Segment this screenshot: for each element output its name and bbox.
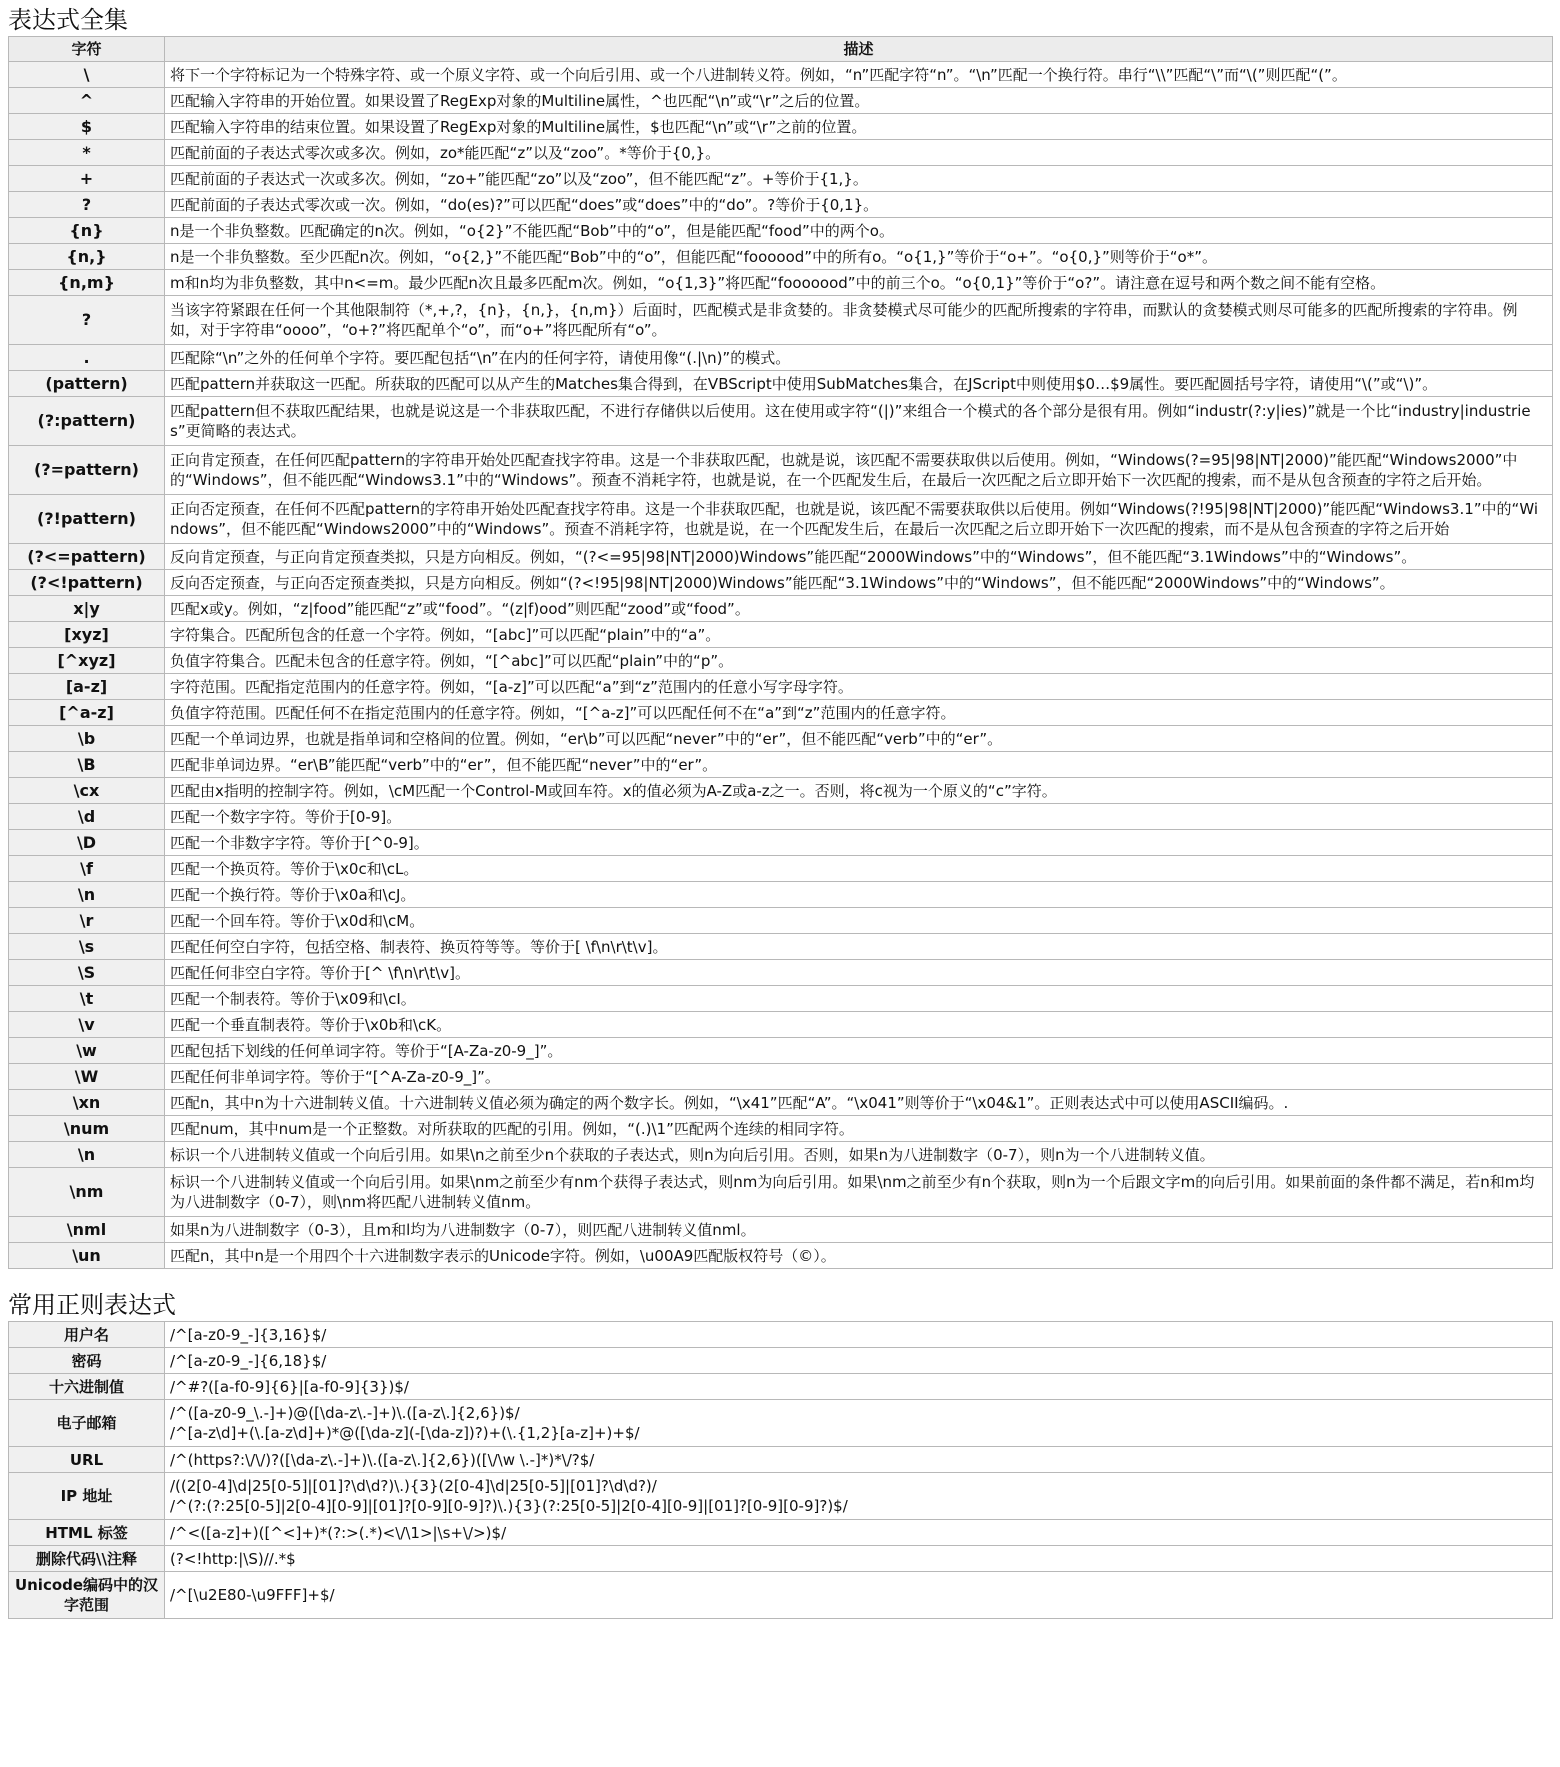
table-row [9, 1038, 1553, 1064]
row-symbol: ? [9, 296, 165, 345]
row-description: 将下一个字符标记为一个特殊字符、或一个原义字符、或一个向后引用、或一个八进制转义符。例如，“n”匹配字符“n”。“\n”匹配一个换行符。串行“\\”匹配“\”而“\(”则匹配“(”。 [165, 62, 1553, 88]
row-symbol: \f [9, 856, 165, 882]
table-row [9, 114, 1553, 140]
row-description: 负值字符集合。匹配未包含的任意字符。例如，“[^abc]”可以匹配“plain”中的“p”。 [165, 648, 1553, 674]
table-row [9, 778, 1553, 804]
table-row [9, 88, 1553, 114]
row-description: 负值字符范围。匹配任何不在指定范围内的任意字符。例如，“[^a-z]”可以匹配任何不在“a”到“z”范围内的任意字符。 [165, 700, 1553, 726]
table-row [9, 700, 1553, 726]
row-description: m和n均为非负整数，其中n<=m。最少匹配n次且最多匹配m次。例如，“o{1,3}”将匹配“fooooood”中的前三个o。“o{0,1}”等价于“o?”。请注意在逗号和两个数之间不能有空格。 [165, 270, 1553, 296]
common-regex-table-body [9, 1322, 1553, 1619]
table-row [9, 1243, 1553, 1269]
row-symbol: [a-z] [9, 674, 165, 700]
row-description: 如果n为八进制数字（0-3），且m和l均为八进制数字（0-7），则匹配八进制转义值nml。 [165, 1217, 1553, 1243]
row-symbol: \D [9, 830, 165, 856]
table-row [9, 140, 1553, 166]
regex-name: Unicode编码中的汉字范围 [9, 1572, 165, 1619]
row-description: 匹配一个单词边界，也就是指单词和空格间的位置。例如，“er\b”可以匹配“never”中的“er”，但不能匹配“verb”中的“er”。 [165, 726, 1553, 752]
table-row [9, 1546, 1553, 1572]
row-description: 匹配一个回车符。等价于\x0d和\cM。 [165, 908, 1553, 934]
row-symbol: \cx [9, 778, 165, 804]
row-symbol: \S [9, 960, 165, 986]
table-row [9, 1572, 1553, 1619]
regex-pattern: /^<([a-z]+)([^<]+)*(?:>(.*)<\/\1>|\s+\/>)$/ [165, 1520, 1553, 1546]
regex-pattern: /^(https?:\/\/)?([\da-z\.-]+)\.([a-z\.]{2,6})([\/\w \.-]*)*\/?$/ [165, 1447, 1553, 1473]
row-symbol: \ [9, 62, 165, 88]
row-symbol: {n,} [9, 244, 165, 270]
row-symbol: [^a-z] [9, 700, 165, 726]
regex-name: 十六进制值 [9, 1374, 165, 1400]
row-symbol: ? [9, 192, 165, 218]
table-row [9, 934, 1553, 960]
table-row [9, 908, 1553, 934]
row-description: 当该字符紧跟在任何一个其他限制符（*,+,?，{n}，{n,}，{n,m}）后面时，匹配模式是非贪婪的。非贪婪模式尽可能少的匹配所搜索的字符串，而默认的贪婪模式则尽可能多的匹配所搜索的字符串。例如，对于字符串“oooo”，“o+?”将匹配单个“o”，而“o+”将匹配所有“o”。 [165, 296, 1553, 345]
row-description: 匹配任何非单词字符。等价于“[^A-Za-z0-9_]”。 [165, 1064, 1553, 1090]
expression-table-header [9, 37, 1553, 62]
row-symbol: \B [9, 752, 165, 778]
row-symbol: {n} [9, 218, 165, 244]
regex-pattern: /^[a-z0-9_-]{6,18}$/ [165, 1348, 1553, 1374]
table-row [9, 166, 1553, 192]
row-symbol: \r [9, 908, 165, 934]
row-description: 匹配n，其中n是一个用四个十六进制数字表示的Unicode字符。例如，\u00A9匹配版权符号（©）。 [165, 1243, 1553, 1269]
row-description: 匹配前面的子表达式一次或多次。例如，“zo+”能匹配“zo”以及“zoo”，但不能匹配“z”。+等价于{1,}。 [165, 166, 1553, 192]
row-description: 标识一个八进制转义值或一个向后引用。如果\n之前至少n个获取的子表达式，则n为向后引用。否则，如果n为八进制数字（0-7），则n为一个八进制转义值。 [165, 1142, 1553, 1168]
table-row [9, 544, 1553, 570]
row-symbol: \xn [9, 1090, 165, 1116]
row-description: 字符集合。匹配所包含的任意一个字符。例如，“[abc]”可以匹配“plain”中的“a”。 [165, 622, 1553, 648]
row-description: 字符范围。匹配指定范围内的任意字符。例如，“[a-z]”可以匹配“a”到“z”范围内的任意小写字母字符。 [165, 674, 1553, 700]
table-row [9, 1348, 1553, 1374]
table-row [9, 270, 1553, 296]
table-row [9, 1168, 1553, 1217]
table-row [9, 1520, 1553, 1546]
row-description: 正向肯定预查，在任何匹配pattern的字符串开始处匹配查找字符串。这是一个非获取匹配，也就是说，该匹配不需要获取供以后使用。例如，“Windows(?=95|98|NT|2000)”能匹配“Windows2000”中的“Windows”，但不能匹配“Windows3.1”中的“Windows”。预查不消耗字符，也就是说，在一个匹配发生后，在最后一次匹配之后立即开始下一次匹配的搜索，而不是从包含预查的字符之后开始。 [165, 446, 1553, 495]
row-symbol: (pattern) [9, 371, 165, 397]
row-symbol: x|y [9, 596, 165, 622]
row-symbol: \t [9, 986, 165, 1012]
row-description: 反向肯定预查，与正向肯定预查类拟，只是方向相反。例如，“(?<=95|98|NT|2000)Windows”能匹配“2000Windows”中的“Windows”，但不能匹配“3.1Windows”中的“Windows”。 [165, 544, 1553, 570]
expression-table [8, 36, 1553, 1269]
row-description: 匹配由x指明的控制字符。例如，\cM匹配一个Control-M或回车符。x的值必须为A-Z或a-z之一。否则，将c视为一个原义的“c”字符。 [165, 778, 1553, 804]
row-symbol: \w [9, 1038, 165, 1064]
regex-pattern: /^([a-z0-9_\.-]+)@([\da-z\.-]+)\.([a-z\.]{2,6})$/ /^[a-z\d]+(\.[a-z\d]+)*@([\da-z](-[\da-z])?)+(\.{1,2}[a-z]+)+$/ [165, 1400, 1553, 1447]
row-description: 匹配num，其中num是一个正整数。对所获取的匹配的引用。例如，“(.)\1”匹配两个连续的相同字符。 [165, 1116, 1553, 1142]
row-symbol: (?:pattern) [9, 397, 165, 446]
row-description: 匹配除“\n”之外的任何单个字符。要匹配包括“\n”在内的任何字符，请使用像“(.|\n)”的模式。 [165, 345, 1553, 371]
row-symbol: {n,m} [9, 270, 165, 296]
table-row [9, 882, 1553, 908]
regex-name: 用户名 [9, 1322, 165, 1348]
regex-name: 电子邮箱 [9, 1400, 165, 1447]
table-row [9, 495, 1553, 544]
table-row [9, 218, 1553, 244]
row-symbol: \s [9, 934, 165, 960]
row-description: 匹配一个换页符。等价于\x0c和\cL。 [165, 856, 1553, 882]
table-row [9, 830, 1553, 856]
regex-pattern: /^#?([a-f0-9]{6}|[a-f0-9]{3})$/ [165, 1374, 1553, 1400]
row-symbol: * [9, 140, 165, 166]
table-row [9, 622, 1553, 648]
table-row [9, 674, 1553, 700]
common-regex-table [8, 1321, 1553, 1619]
regex-name: HTML 标签 [9, 1520, 165, 1546]
row-description: 匹配一个垂直制表符。等价于\x0b和\cK。 [165, 1012, 1553, 1038]
regex-pattern: (?<!http:|\S)//.*$ [165, 1546, 1553, 1572]
table-row [9, 1447, 1553, 1473]
row-description: 匹配包括下划线的任何单词字符。等价于“[A-Za-z0-9_]”。 [165, 1038, 1553, 1064]
table-row [9, 804, 1553, 830]
table-row [9, 752, 1553, 778]
table-row [9, 1374, 1553, 1400]
row-symbol: \b [9, 726, 165, 752]
table-row [9, 62, 1553, 88]
row-description: n是一个非负整数。匹配确定的n次。例如，“o{2}”不能匹配“Bob”中的“o”，但是能匹配“food”中的两个o。 [165, 218, 1553, 244]
table-row [9, 596, 1553, 622]
row-description: 匹配非单词边界。“er\B”能匹配“verb”中的“er”，但不能匹配“never”中的“er”。 [165, 752, 1553, 778]
table-row [9, 1116, 1553, 1142]
row-symbol: \nml [9, 1217, 165, 1243]
row-symbol: \d [9, 804, 165, 830]
row-description: 匹配输入字符串的开始位置。如果设置了RegExp对象的Multiline属性，^也匹配“\n”或“\r”之后的位置。 [165, 88, 1553, 114]
table-row [9, 1142, 1553, 1168]
row-description: n是一个非负整数。至少匹配n次。例如，“o{2,}”不能匹配“Bob”中的“o”，但能匹配“foooood”中的所有o。“o{1,}”等价于“o+”。“o{0,}”则等价于“o*”。 [165, 244, 1553, 270]
row-symbol: [^xyz] [9, 648, 165, 674]
row-description: 匹配一个换行符。等价于\x0a和\cJ。 [165, 882, 1553, 908]
section1-title: 表达式全集 [8, 6, 128, 34]
table-row [9, 345, 1553, 371]
row-description: 匹配n，其中n为十六进制转义值。十六进制转义值必须为确定的两个数字长。例如，“\x41”匹配“A”。“\x041”则等价于“\x04&1”。正则表达式中可以使用ASCII编码。. [165, 1090, 1553, 1116]
row-symbol: (?=pattern) [9, 446, 165, 495]
table-row [9, 397, 1553, 446]
table-row [9, 244, 1553, 270]
row-symbol: \n [9, 882, 165, 908]
row-description: 匹配pattern但不获取匹配结果，也就是说这是一个非获取匹配，不进行存储供以后使用。这在使用或字符“(|)”来组合一个模式的各个部分是很有用。例如“industr(?:y|ies)”就是一个比“industry|industries”更简略的表达式。 [165, 397, 1553, 446]
regex-name: IP 地址 [9, 1473, 165, 1520]
regex-name: 删除代码\\注释 [9, 1546, 165, 1572]
table-row [9, 1090, 1553, 1116]
row-symbol: ^ [9, 88, 165, 114]
header-description: 描述 [165, 37, 1553, 62]
row-description: 匹配前面的子表达式零次或一次。例如，“do(es)?”可以匹配“does”或“does”中的“do”。?等价于{0,1}。 [165, 192, 1553, 218]
table-row [9, 296, 1553, 345]
table-row [9, 446, 1553, 495]
section2-title: 常用正则表达式 [8, 1291, 176, 1319]
row-description: 反向否定预查，与正向否定预查类拟，只是方向相反。例如“(?<!95|98|NT|2000)Windows”能匹配“3.1Windows”中的“Windows”，但不能匹配“2000Windows”中的“Windows”。 [165, 570, 1553, 596]
table-row [9, 1064, 1553, 1090]
table-row [9, 986, 1553, 1012]
row-description: 匹配输入字符串的结束位置。如果设置了RegExp对象的Multiline属性，$也匹配“\n”或“\r”之前的位置。 [165, 114, 1553, 140]
row-symbol: (?<=pattern) [9, 544, 165, 570]
expression-table-body [9, 62, 1553, 1269]
row-description: 匹配x或y。例如，“z|food”能匹配“z”或“food”。“(z|f)ood”则匹配“zood”或“food”。 [165, 596, 1553, 622]
regex-pattern: /((2[0-4]\d|25[0-5]|[01]?\d\d?)\.){3}(2[0-4]\d|25[0-5]|[01]?\d\d?)/ /^(?:(?:25[0-5]|2[0-4][0-9]|[01]?[0-9][0-9]?)\.){3}(?:25[0-5]|2[0-4][0-9]|[01]?[0-9][0-9]?)$/ [165, 1473, 1553, 1520]
table-row [9, 1012, 1553, 1038]
row-symbol: + [9, 166, 165, 192]
row-description: 匹配pattern并获取这一匹配。所获取的匹配可以从产生的Matches集合得到，在VBScript中使用SubMatches集合，在JScript中则使用$0…$9属性。要匹配圆括号字符，请使用“\(”或“\)”。 [165, 371, 1553, 397]
row-symbol: $ [9, 114, 165, 140]
row-symbol: \nm [9, 1168, 165, 1217]
row-description: 标识一个八进制转义值或一个向后引用。如果\nm之前至少有nm个获得子表达式，则nm为向后引用。如果\nm之前至少有n个获取，则n为一个后跟文字m的向后引用。如果前面的条件都不满足，若n和m均为八进制数字（0-7），则\nm将匹配八进制转义值nm。 [165, 1168, 1553, 1217]
table-row [9, 1400, 1553, 1447]
table-row [9, 648, 1553, 674]
row-symbol: \v [9, 1012, 165, 1038]
table-row [9, 371, 1553, 397]
regex-pattern: /^[a-z0-9_-]{3,16}$/ [165, 1322, 1553, 1348]
row-symbol: \W [9, 1064, 165, 1090]
table-row [9, 192, 1553, 218]
row-description: 匹配任何空白字符，包括空格、制表符、换页符等等。等价于[ \f\n\r\t\v]。 [165, 934, 1553, 960]
row-symbol: (?<!pattern) [9, 570, 165, 596]
row-symbol: \n [9, 1142, 165, 1168]
table-row [9, 960, 1553, 986]
row-description: 匹配任何非空白字符。等价于[^ \f\n\r\t\v]。 [165, 960, 1553, 986]
table-row [9, 1322, 1553, 1348]
row-symbol: \num [9, 1116, 165, 1142]
row-description: 匹配前面的子表达式零次或多次。例如，zo*能匹配“z”以及“zoo”。*等价于{0,}。 [165, 140, 1553, 166]
row-description: 正向否定预查，在任何不匹配pattern的字符串开始处匹配查找字符串。这是一个非获取匹配，也就是说，该匹配不需要获取供以后使用。例如“Windows(?!95|98|NT|2000)”能匹配“Windows3.1”中的“Windows”，但不能匹配“Windows2000”中的“Windows”。预查不消耗字符，也就是说，在一个匹配发生后，在最后一次匹配之后立即开始下一次匹配的搜索，而不是从包含预查的字符之后开始 [165, 495, 1553, 544]
table-row [9, 856, 1553, 882]
regex-pattern: /^[\u2E80-\u9FFF]+$/ [165, 1572, 1553, 1619]
table-row [9, 1473, 1553, 1520]
row-symbol: (?!pattern) [9, 495, 165, 544]
row-description: 匹配一个数字字符。等价于[0-9]。 [165, 804, 1553, 830]
row-description: 匹配一个非数字字符。等价于[^0-9]。 [165, 830, 1553, 856]
row-description: 匹配一个制表符。等价于\x09和\cI。 [165, 986, 1553, 1012]
row-symbol: [xyz] [9, 622, 165, 648]
row-symbol: \un [9, 1243, 165, 1269]
regex-name: 密码 [9, 1348, 165, 1374]
table-row [9, 1217, 1553, 1243]
table-row [9, 726, 1553, 752]
row-symbol: . [9, 345, 165, 371]
table-row [9, 570, 1553, 596]
regex-name: URL [9, 1447, 165, 1473]
header-symbol: 字符 [9, 37, 165, 62]
